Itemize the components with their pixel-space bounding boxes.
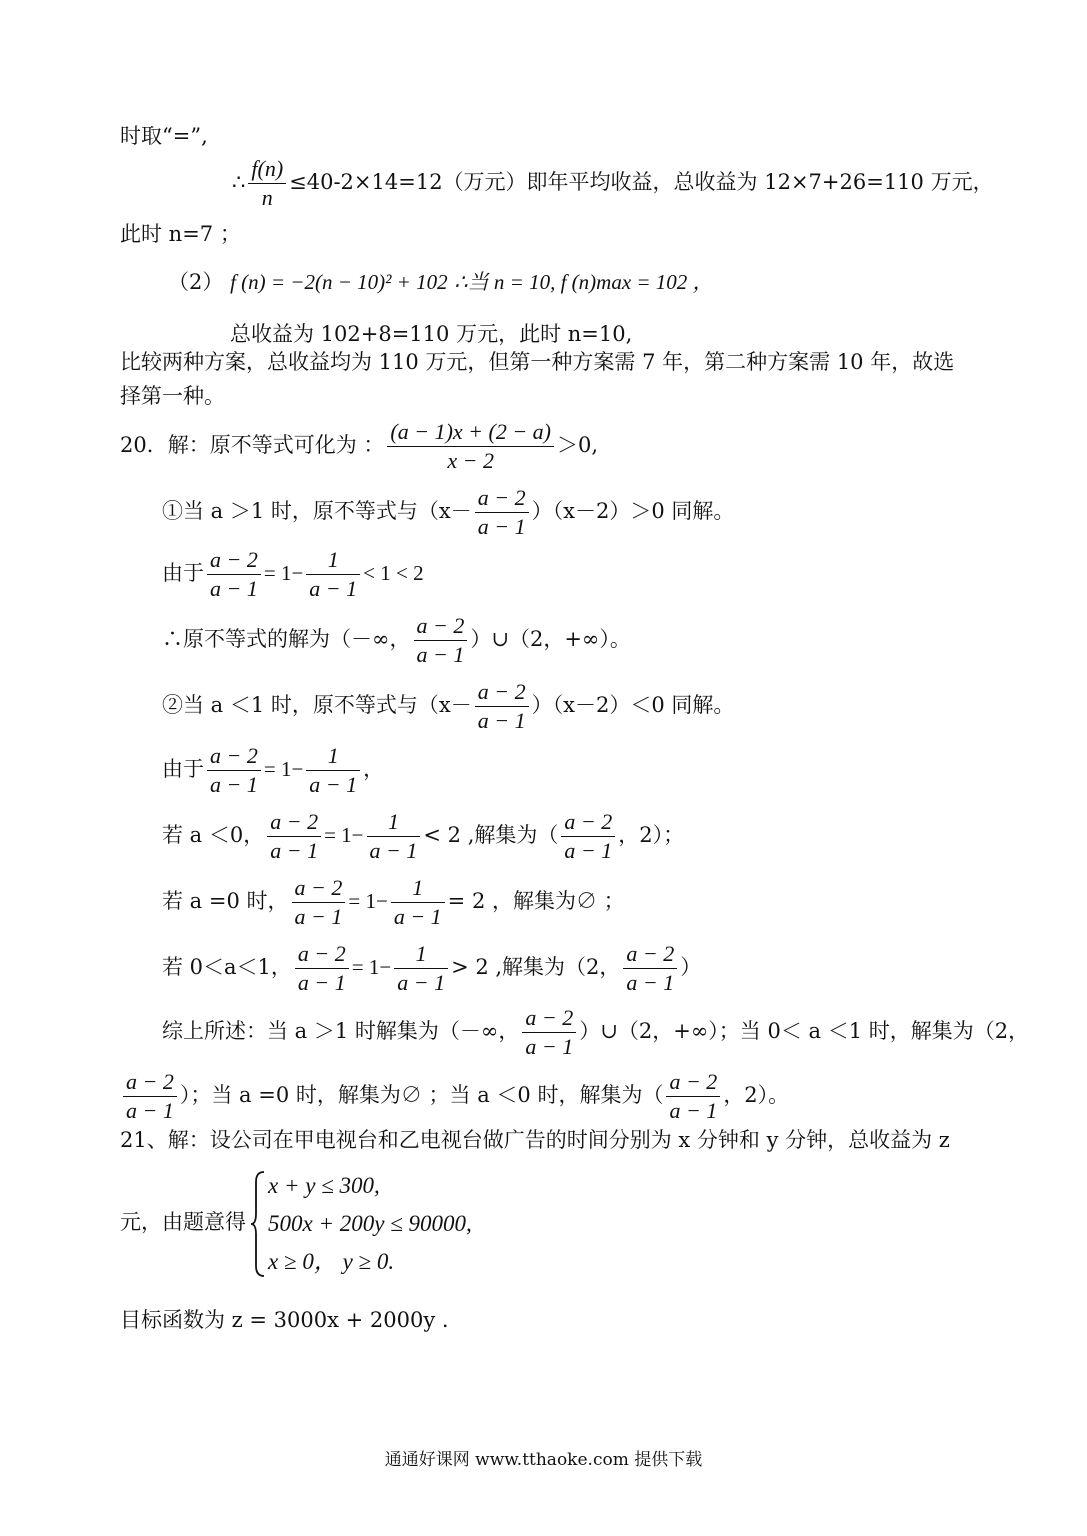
- fraction: $\frac{a - 2}{a - 1}$: [475, 484, 529, 541]
- line-average-income: ∴ $\frac{f(n)}{n}$ ≤40-2×14=12（万元）即年平均收益，总收益为 12×7+26=110 万元，: [232, 156, 994, 210]
- case2-a-zero: 若 a =0 时， $\frac{a - 2}{a - 1}$ = 1− $\frac{1}{a - 1}$ = 2 ，解集为∅ ；: [162, 875, 625, 929]
- line-choose: 择第一种。: [120, 384, 225, 408]
- fraction: $\frac{a - 2}{a - 1}$: [666, 1068, 720, 1125]
- line-total-income: 总收益为 102+8=110 万元，此时 n=10,: [230, 322, 633, 346]
- case2: ②当 a ＜1 时，原不等式与（x－ $\frac{a - 2}{a - 1}$ ）（x－2）＜0 同解。: [162, 679, 735, 733]
- fraction: $\frac{f(n)}{n}$: [248, 155, 286, 212]
- left-brace: [250, 1170, 266, 1278]
- constraint-2: 500x + 200y ≤ 90000,: [268, 1211, 472, 1236]
- fraction: $\frac{a - 2}{a - 1}$: [207, 742, 261, 799]
- fraction: $\frac{(a - 1)x + (2 - a)}{x - 2}$: [387, 418, 554, 475]
- fraction: $\frac{a - 2}{a - 1}$: [623, 940, 677, 997]
- fraction: $\frac{a - 2}{a - 1}$: [123, 1068, 177, 1125]
- fraction: $\frac{a - 2}{a - 1}$: [292, 874, 346, 931]
- fraction: $\frac{a - 2}{a - 1}$: [207, 546, 261, 603]
- summary-line1: 综上所述：当 a ＞1 时解集为（－∞， $\frac{a - 2}{a - 1}$ ）∪（2，+∞）；当 0＜ a ＜1 时，解集为（2，: [162, 1005, 1030, 1059]
- constraint-3: x ≥ 0， y ≥ 0.: [268, 1249, 395, 1274]
- fraction: $\frac{a - 2}{a - 1}$: [267, 808, 321, 865]
- case1: ①当 a ＞1 时，原不等式与（x－ $\frac{a - 2}{a - 1}$ ）（x－2）＞0 同解。: [162, 485, 735, 539]
- fraction: $\frac{1}{a - 1}$: [306, 742, 360, 799]
- line-part2: （2） f (n) = −2(n − 10)² + 102 ∴当 n = 10, f (n)max = 102 ，: [168, 270, 714, 294]
- case1-since: 由于 $\frac{a - 2}{a - 1}$ = 1− $\frac{1}{a - 1}$ < 1 < 2: [162, 547, 424, 601]
- line-n7: 此时 n=7 ；: [120, 222, 241, 246]
- constraint-1: x + y ≤ 300,: [268, 1173, 380, 1198]
- line-compare: 比较两种方案，总收益均为 110 万元，但第一种方案需 7 年，第二种方案需 10 年，故选: [120, 350, 955, 374]
- case2-a-neg: 若 a ＜0， $\frac{a - 2}{a - 1}$ = 1− $\frac{1}{a - 1}$ < 2 ,解集为（ $\frac{a - 2}{a - 1}$ ，2）；: [162, 809, 685, 863]
- case2-a-between: 若 0＜a＜1， $\frac{a - 2}{a - 1}$ = 1− $\frac{1}{a - 1}$ > 2 ,解集为（2， $\frac{a - 2}{a - 1}$ ）: [162, 941, 702, 995]
- fraction: $\frac{1}{a - 1}$: [391, 874, 445, 931]
- fraction: $\frac{a - 2}{a - 1}$: [561, 808, 615, 865]
- fraction: $\frac{a - 2}{a - 1}$: [414, 612, 468, 669]
- q20-head: 20．解：原不等式可化为 ： $\frac{(a - 1)x + (2 - a)}{x - 2}$ ＞0,: [120, 419, 599, 473]
- line-equality: 时取“=”,: [120, 124, 208, 148]
- footer: 通通好课网 www.tthaoke.com 提供下载: [384, 1450, 703, 1470]
- fraction: $\frac{a - 2}{a - 1}$: [522, 1004, 576, 1061]
- fraction: $\frac{1}{a - 1}$: [306, 546, 360, 603]
- fraction: $\frac{1}{a - 1}$: [367, 808, 421, 865]
- fraction: $\frac{a - 2}{a - 1}$: [475, 678, 529, 735]
- q21-intro: 元，由题意得: [120, 1210, 246, 1234]
- q21-head: 21、解：设公司在甲电视台和乙电视台做广告的时间分别为 x 分钟和 y 分钟，总收益为 z: [120, 1128, 950, 1152]
- fraction: $\frac{a - 2}{a - 1}$: [295, 940, 349, 997]
- case1-solution: ∴原不等式的解为（－∞， $\frac{a - 2}{a - 1}$ ）∪（2，+∞）。: [162, 613, 631, 667]
- case2-since: 由于 $\frac{a - 2}{a - 1}$ = 1− $\frac{1}{a - 1}$ ，: [162, 743, 385, 797]
- fraction: $\frac{1}{a - 1}$: [394, 940, 448, 997]
- summary-line2: $\frac{a - 2}{a - 1}$ ）；当 a =0 时，解集为∅ ；当 a ＜0 时，解集为（ $\frac{a - 2}{a - 1}$ ，2）。: [120, 1068, 789, 1125]
- objective-function: 目标函数为 z = 3000x + 2000y .: [120, 1308, 449, 1332]
